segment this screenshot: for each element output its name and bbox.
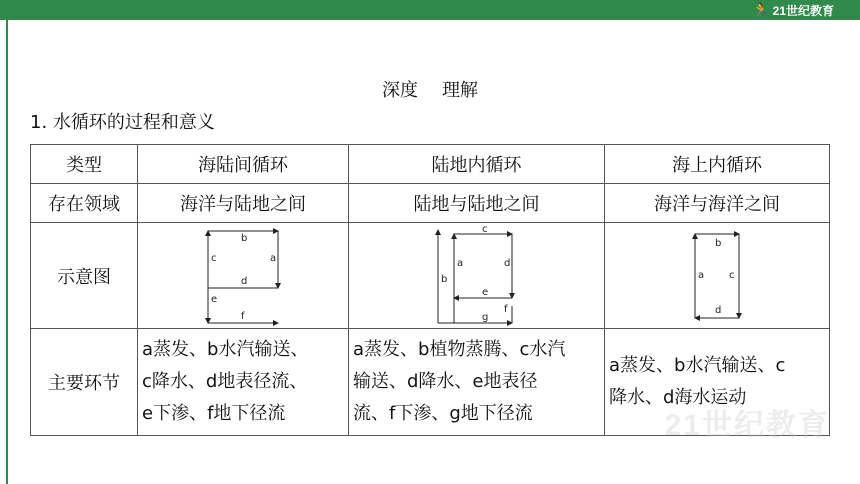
row-label: 主要环节 <box>31 329 138 436</box>
steps-line: 输送、d降水、e地表径 <box>353 371 538 392</box>
water-cycle-table <box>30 144 830 436</box>
diagram-label: a <box>270 252 277 264</box>
row-label: 示意图 <box>31 223 138 329</box>
table-cell: 海洋与海洋之间 <box>605 184 830 223</box>
table-cell: 陆地与陆地之间 <box>349 184 605 223</box>
steps-cell-land-sea <box>138 329 349 436</box>
header-cell: 海陆间循环 <box>138 145 349 184</box>
sea-cycle-diagram <box>687 226 747 326</box>
steps-line: a蒸发、b植物蒸腾、c水汽 <box>353 339 566 360</box>
diagram-label: e <box>211 293 218 305</box>
table-header-row <box>31 145 830 184</box>
steps-line: a蒸发、b水汽输送、 <box>142 339 309 360</box>
table-row-domain <box>31 184 830 223</box>
steps-line: a蒸发、b水汽输送、c <box>609 355 786 376</box>
header-cell: 陆地内循环 <box>349 145 605 184</box>
diagram-label: b <box>241 232 248 244</box>
watermark-text: 21世纪教育 <box>664 409 830 442</box>
table-row-diagram <box>31 223 830 329</box>
diagram-label: c <box>211 252 217 264</box>
row-label: 存在领域 <box>31 184 138 223</box>
brand-watermark <box>665 400 830 444</box>
header-cell: 类型 <box>31 145 138 184</box>
diagram-label: a <box>698 269 705 281</box>
steps-line: c降水、d地表径流、 <box>142 371 308 392</box>
steps-line: 降水、d海水运动 <box>609 387 747 408</box>
diagram-label: d <box>715 304 722 316</box>
land-sea-diagram-cell <box>138 223 349 329</box>
diagram-label: b <box>440 273 447 285</box>
steps-line: 流、f下渗、g地下径流 <box>353 403 533 424</box>
diagram-label: d <box>241 275 248 287</box>
steps-line: e下渗、f地下径流 <box>142 403 286 424</box>
header-cell: 海上内循环 <box>605 145 830 184</box>
steps-cell-land <box>349 329 605 436</box>
brand-logo <box>752 2 834 18</box>
diagram-label: c <box>481 225 487 235</box>
sea-diagram-cell <box>605 223 830 329</box>
diagram-label: d <box>503 257 510 269</box>
brand-logo-text: 21世纪教育 <box>772 3 834 18</box>
diagram-label: f <box>241 310 245 322</box>
diagram-label: c <box>729 269 735 281</box>
runner-icon: 🏃 <box>752 1 770 18</box>
land-diagram-cell <box>349 223 605 329</box>
land-cycle-diagram <box>432 226 522 326</box>
diagram-label: g <box>481 311 488 323</box>
section-title-part1: 深度 <box>382 80 418 101</box>
diagram-label: e <box>481 286 488 298</box>
diagram-label: b <box>715 237 722 249</box>
table-cell: 海洋与陆地之间 <box>138 184 349 223</box>
section-title-part2: 理解 <box>442 80 478 101</box>
page-heading: 1. 水循环的过程和意义 <box>30 112 215 133</box>
land-sea-cycle-diagram <box>198 226 288 326</box>
top-banner <box>0 0 860 20</box>
diagram-label: a <box>456 257 463 269</box>
diagram-label: f <box>503 303 508 315</box>
section-title <box>0 76 860 102</box>
